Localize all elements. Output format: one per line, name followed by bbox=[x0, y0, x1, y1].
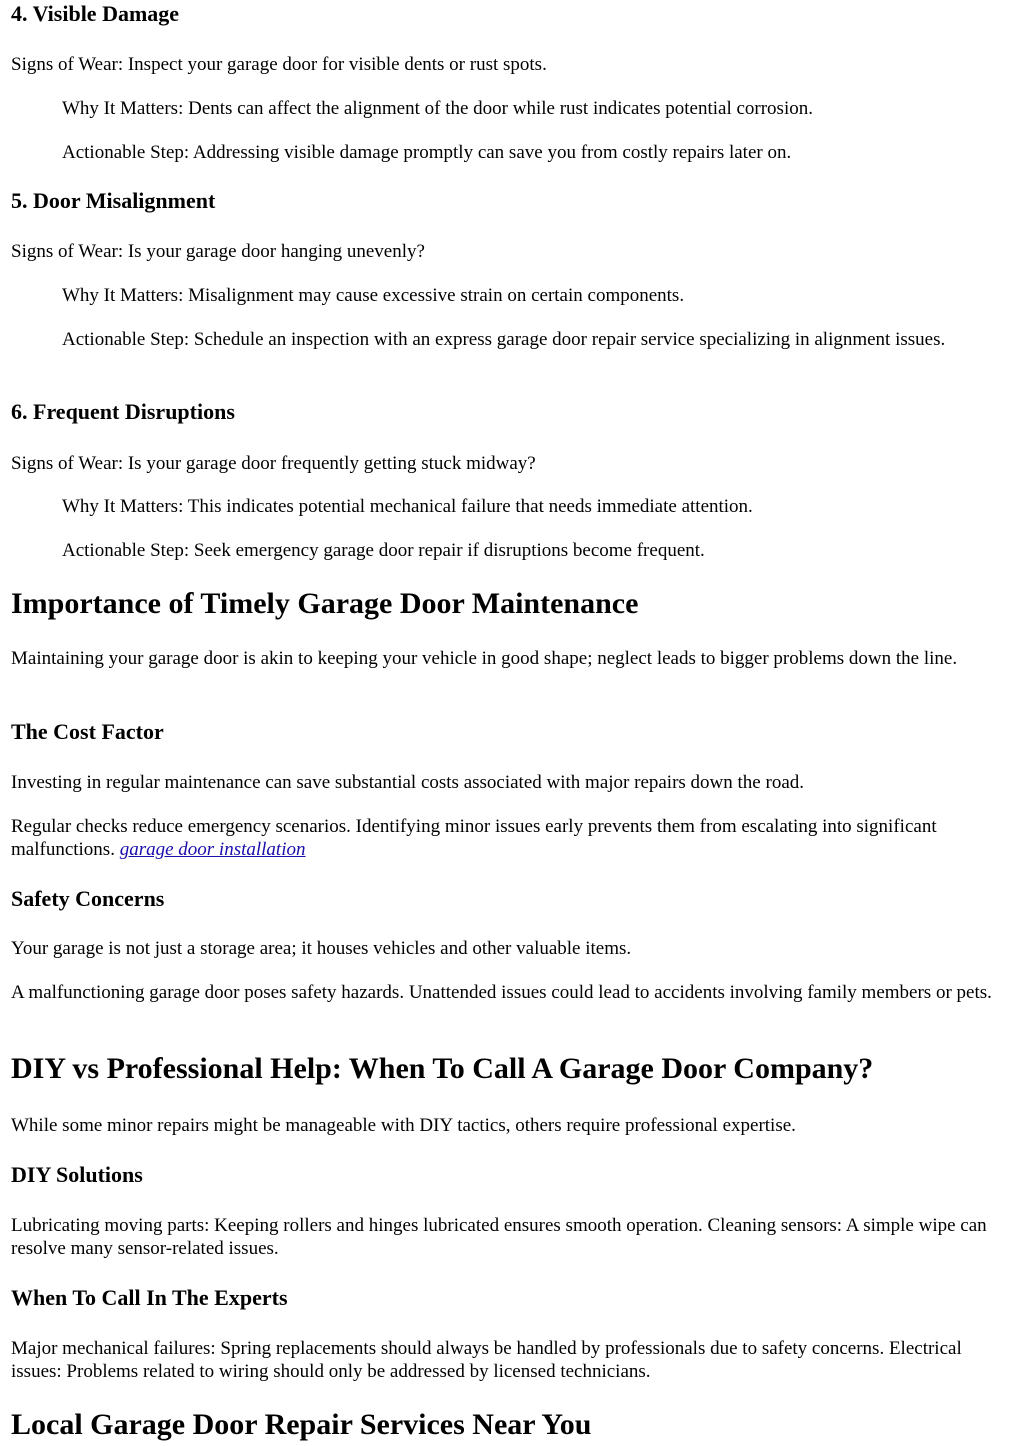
diy-intro: While some minor repairs might be manageable with DIY tactics, others require professional expertise. bbox=[11, 1115, 796, 1136]
maintenance-intro: Maintaining your garage door is akin to keeping your vehicle in good shape; neglect leads to bigger problems down the line. bbox=[11, 648, 958, 669]
heading-maintenance: Importance of Timely Garage Door Maintenance bbox=[11, 587, 639, 620]
safety-concerns-p2: A malfunctioning garage door poses safety hazards. Unattended issues could lead to accidents involving family members or pets. bbox=[11, 982, 992, 1003]
heading-diy-solutions: DIY Solutions bbox=[11, 1162, 143, 1187]
heading-safety-concerns: Safety Concerns bbox=[11, 886, 165, 911]
frequent-disruptions-signs: Signs of Wear: Is your garage door frequently getting stuck midway? bbox=[11, 453, 536, 474]
diy-solutions-text: Lubricating moving parts: Keeping rollers and hinges lubricated ensures smooth operation. Cleaning sensors: A simple wipe can resolve many sensor-related issues. bbox=[11, 1215, 987, 1259]
garage-door-installation-link[interactable]: garage door installation bbox=[119, 839, 306, 860]
cost-factor-p2-text: Regular checks reduce emergency scenarios. Identifying minor issues early prevents them from escalating into significant malfunctions. bbox=[11, 816, 937, 860]
visible-damage-why: Why It Matters: Dents can affect the alignment of the door while rust indicates potential corrosion. bbox=[62, 98, 813, 119]
heading-door-misalignment: 5. Door Misalignment bbox=[11, 188, 216, 213]
heading-visible-damage: 4. Visible Damage bbox=[11, 1, 180, 26]
heading-local-services: Local Garage Door Repair Services Near You bbox=[11, 1408, 592, 1441]
frequent-disruptions-why: Why It Matters: This indicates potential mechanical failure that needs immediate attention. bbox=[62, 496, 753, 517]
door-misalignment-action: Actionable Step: Schedule an inspection with an express garage door repair service specializing in alignment issues. bbox=[62, 329, 946, 350]
safety-concerns-p1: Your garage is not just a storage area; it houses vehicles and other valuable items. bbox=[11, 938, 632, 959]
heading-diy-vs-professional: DIY vs Professional Help: When To Call A Garage Door Company? bbox=[11, 1052, 874, 1085]
call-experts-text: Major mechanical failures: Spring replacements should always be handled by professionals due to safety concerns. Electrical issues: Problems related to wiring should only be addressed by licensed technicians. bbox=[11, 1338, 962, 1382]
heading-cost-factor: The Cost Factor bbox=[11, 719, 164, 744]
door-misalignment-signs: Signs of Wear: Is your garage door hanging unevenly? bbox=[11, 241, 425, 262]
frequent-disruptions-action: Actionable Step: Seek emergency garage door repair if disruptions become frequent. bbox=[62, 540, 705, 561]
heading-frequent-disruptions: 6. Frequent Disruptions bbox=[11, 399, 235, 424]
cost-factor-p1: Investing in regular maintenance can save substantial costs associated with major repairs down the road. bbox=[11, 772, 804, 793]
door-misalignment-why: Why It Matters: Misalignment may cause excessive strain on certain components. bbox=[62, 285, 685, 306]
cost-factor-p2 bbox=[11, 815, 1011, 861]
visible-damage-signs: Signs of Wear: Inspect your garage door for visible dents or rust spots. bbox=[11, 54, 547, 75]
heading-call-experts: When To Call In The Experts bbox=[11, 1285, 288, 1310]
visible-damage-action: Actionable Step: Addressing visible damage promptly can save you from costly repairs later on. bbox=[62, 142, 792, 163]
